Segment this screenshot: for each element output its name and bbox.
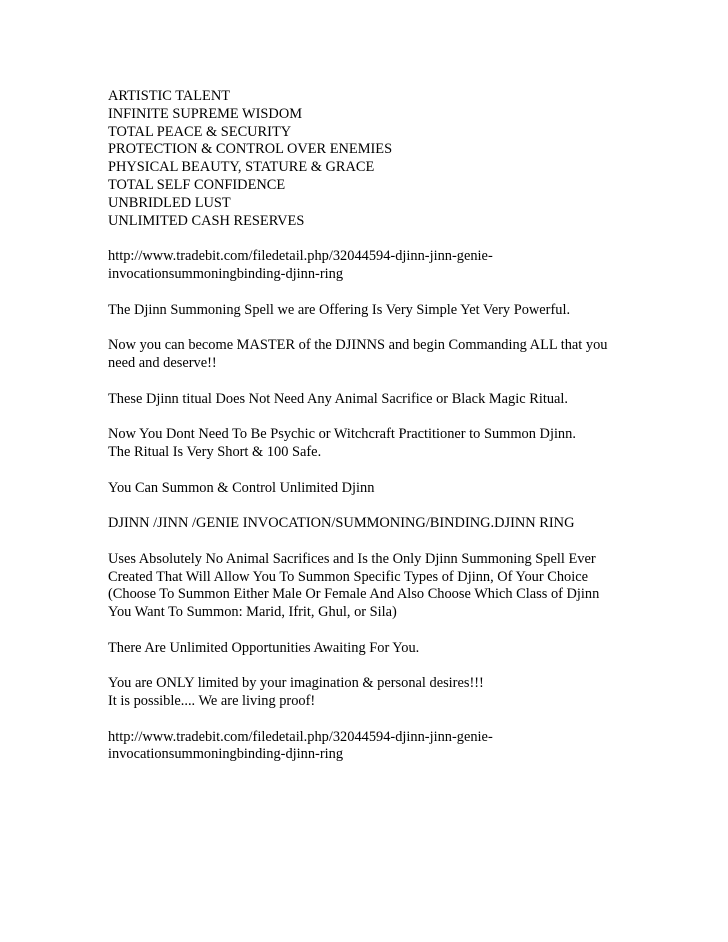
link-line: invocationsummoningbinding-djinn-ring: [108, 746, 344, 763]
paragraph-line: It is possible.... We are living proof!: [108, 693, 316, 710]
link-line: http://www.tradebit.com/filedetail.php/32044594-djinn-jinn-genie-: [108, 248, 493, 265]
feature-item: ARTISTIC TALENT: [108, 88, 231, 104]
paragraph-simple: [108, 302, 688, 320]
feature-item: UNLIMITED CASH RESERVES: [108, 212, 305, 229]
feature-item: PROTECTION & CONTROL OVER ENEMIES: [108, 141, 393, 158]
paragraph-line: You are ONLY limited by your imagination & personal desires!!!: [108, 675, 484, 692]
paragraph-line: These Djinn titual Does Not Need Any Animal Sacrifice or Black Magic Ritual.: [108, 390, 568, 407]
paragraph-line: The Djinn Summoning Spell we are Offering Is Very Simple Yet Very Powerful.: [108, 301, 571, 318]
paragraph-line: need and deserve!!: [108, 354, 217, 371]
paragraph-line: You Want To Summon: Marid, Ifrit, Ghul, or Sila): [108, 604, 397, 621]
paragraph-line: There Are Unlimited Opportunities Awaiting For You.: [108, 639, 420, 656]
feature-item: INFINITE SUPREME WISDOM: [108, 105, 303, 122]
paragraph-uses: [108, 551, 688, 622]
paragraph-control: [108, 480, 688, 498]
feature-item: PHYSICAL BEAUTY, STATURE & GRACE: [108, 159, 375, 176]
link-line: invocationsummoningbinding-djinn-ring: [108, 265, 344, 282]
product-link-top: [108, 248, 688, 284]
paragraph-line: (Choose To Summon Either Male Or Female And Also Choose Which Class of Djinn: [108, 586, 600, 603]
product-link-bottom: [108, 729, 688, 765]
paragraph-limited: [108, 675, 688, 711]
link-line: http://www.tradebit.com/filedetail.php/32044594-djinn-jinn-genie-: [108, 728, 493, 745]
paragraph-line: DJINN /JINN /GENIE INVOCATION/SUMMONING/BINDING.DJINN RING: [108, 515, 575, 532]
feature-list: [108, 88, 688, 230]
paragraph-master: [108, 337, 688, 373]
paragraph-ritual: [108, 391, 688, 409]
paragraph-line: The Ritual Is Very Short & 100 Safe.: [108, 443, 322, 460]
paragraph-psychic: [108, 426, 688, 462]
paragraph-line: Created That Will Allow You To Summon Specific Types of Djinn, Of Your Choice: [108, 568, 589, 585]
feature-item: TOTAL SELF CONFIDENCE: [108, 176, 286, 193]
paragraph-line: Uses Absolutely No Animal Sacrifices and Is the Only Djinn Summoning Spell Ever: [108, 550, 596, 567]
feature-item: TOTAL PEACE & SECURITY: [108, 123, 292, 140]
paragraph-line: You Can Summon & Control Unlimited Djinn: [108, 479, 375, 496]
paragraph-line: Now You Dont Need To Be Psychic or Witchcraft Practitioner to Summon Djinn.: [108, 426, 576, 443]
paragraph-heading: [108, 515, 688, 533]
document-body: [108, 88, 688, 782]
feature-item: UNBRIDLED LUST: [108, 194, 231, 211]
paragraph-line: Now you can become MASTER of the DJINNS and begin Commanding ALL that you: [108, 337, 608, 354]
paragraph-opportunities: [108, 640, 688, 658]
